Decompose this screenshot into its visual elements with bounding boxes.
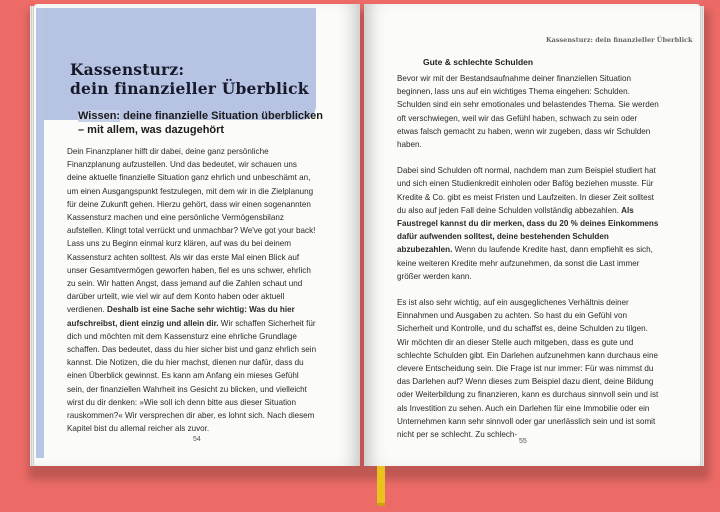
chapter-title (70, 60, 330, 98)
chapter-title-line1: Kassensturz: (70, 60, 185, 79)
page-number-left: 54 (193, 436, 201, 443)
right-p2-bold: Als Faustregel kannst du dir merken, dass du 20 % deines Einkommens dafür aufwenden solltest, deine bestehenden Schulden abzubezahlen. (397, 205, 659, 255)
right-p2-part2: Wenn du laufende Kredite hast, dann empfiehlt es sich, keine weiteren Kredite mehr aufzunehmen, da sonst die Last immer größer werden kann. (397, 245, 653, 281)
left-page-accent-strip (36, 8, 44, 458)
section-heading-right: Gute & schlechte Schulden (423, 57, 534, 67)
page-number-right: 55 (519, 438, 527, 445)
right-paragraph-3: Es ist also sehr wichtig, auf ein ausgeglichenes Verhältnis deiner Einnahmen und Ausgaben zu achten. So hast du ein Gefühl von Sicherheit und Kontrolle, und du schaffst es, deine Schulden zu tilgen. Wir möchten dir an dieser Stelle auch mitgeben, dass es gute und schlechte Schulden gibt. Ein Darlehen aufzunehmen kann durchaus eine clevere Entscheidung sein. Die Frage ist nur immer: Für was nimmst du das Darlehen auf? Wenn dieses zum Beispiel dazu dient, deine Bildung oder Weiterbildung zu finanzieren, kann es durchaus sinnvoll sein und ist als Investition zu sehen. Auch ein Darlehen für eine Immobilie oder ein Unternehmen kann sehr sinnvoll oder gar unerlässlich sein und ist somit nicht per se schlecht. Zu schlech- (397, 298, 659, 440)
right-body-text (397, 72, 659, 454)
right-paragraph-1: Bevor wir mit der Bestandsaufnahme deiner finanziellen Situation beginnen, lass uns auf ein wichtiges Thema eingehen: Schulden. Schulden sind ein sehr emotionales und belastendes Thema. Sie werden oft verschwiegen, weil wir das Gefühl haben, schwach zu sein oder etwas falsch gemacht zu haben, wenn wir zugeben, dass wir Schulden haben. (397, 74, 659, 150)
right-p2-part1: Dabei sind Schulden oft normal, nachdem man zum Beispiel studiert hat und sich einen Studienkredit einholen oder Bafög beziehen musste. Für Kredite & Co. gibt es meist Fristen und Laufzeiten. In dieser Zeit solltest du also auf jeden Fall deine Schulden vollständig abbezahlen. (397, 166, 656, 215)
subhead-text: deine finanzielle Situation überblicken – mit allem, was dazugehört (78, 110, 324, 136)
running-head: Kassensturz: dein finanzieller Überblick (546, 36, 693, 44)
section-subhead (78, 109, 328, 137)
right-paragraph-2 (397, 164, 659, 283)
left-body-part1: Dein Finanzplaner hilft dir dabei, deine ganz persönliche Finanzplanung aufzustellen. Und das bedeutet, wir schauen uns deine aktuelle finanzielle Situation ganz ehrlich und unbeschämt an, um einen Ausgangspunkt festzulegen, mit dem wir in die Zielplanung für deine Zukunft gehen. Hierzu gehört, dass wir einen sogenannten Kassensturz machen und eine persönliche Vermögensbilanz aufstellen. Klingt total verrückt und unmachbar? We've got your back! Lass uns zu Beginn einmal kurz klären, auf was du bei deinem Kassensturz achten solltest. Als wir das erste Mal einen Blick auf unser Gesamtvermögen geworfen haben, fiel es uns schwer, ehrlich zu sein. Wir hatten Angst, dass jemand auf die Zahlen schaut und darüber urteilt, wie viel wir auf dem Konto haben oder aktuell verdienen. (67, 147, 316, 315)
chapter-title-line2: dein finanzieller Überblick (70, 79, 309, 98)
left-body-part2: Wir schaffen Sicherheit für dich und möchten mit dem Kassensturz eine ehrliche Grundlage schaffen. Das bedeutet, dass du hier sicher bist und ganz ehrlich sein kannst. Die Notizen, die du hier machst, dienen nur dafür, dass du einen Überblick gewinnst. Es kann am Anfang ein mieses Gefühl sein, der finanziellen Wahrheit ins Gesicht zu blicken, und vielleicht wirst du dir denken: »Wie soll ich denn bitte aus dieser Situation rauskommen?« Wir versprechen dir aber, es lohnt sich. Nach diesem Kapitel bist du allemal reicher als zuvor. (67, 318, 317, 434)
bookmark-ribbon[interactable] (377, 466, 385, 506)
left-body-text (67, 145, 317, 435)
left-body-bold: Deshalb ist eine Sache sehr wichtig: Was du hier aufschreibst, dient einzig und allein dir. (67, 305, 295, 328)
subhead-highlight: Wissen: (78, 110, 121, 122)
